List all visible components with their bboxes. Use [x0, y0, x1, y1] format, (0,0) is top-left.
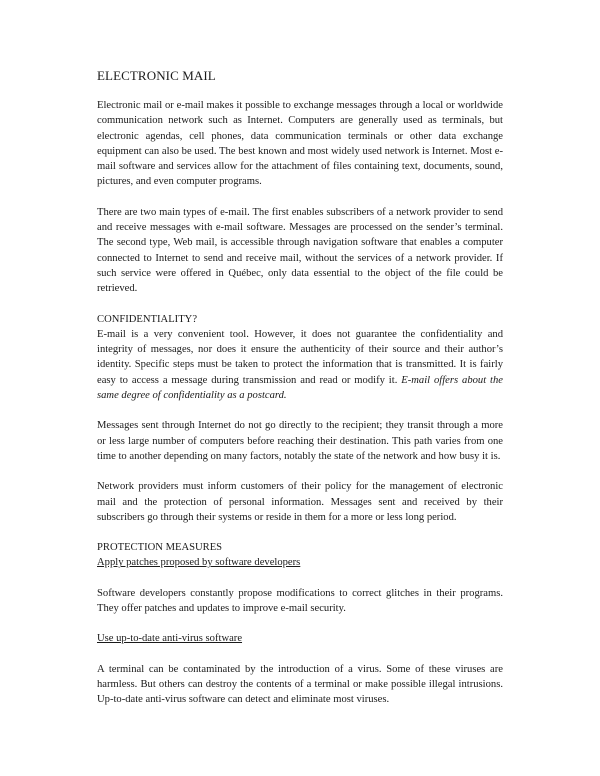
postcard-emphasis: E-mail offers about the same degree of confidentiality as a postcard.: [97, 374, 503, 402]
confidentiality-paragraph-2: Messages sent through Internet do not go directly to the recipient; they transit through a more or less large number of computers before reaching their destination. This path varies from one time to another depending on many factors, notably the state of the network and how busy it is.: [97, 420, 503, 462]
page-title: ELECTRONIC MAIL: [97, 68, 216, 83]
protection-heading: PROTECTION MEASURES: [97, 542, 223, 554]
patches-paragraph: Software developers constantly propose modifications to correct glitches in their programs. They offer patches and updates to improve e-mail security.: [97, 587, 503, 615]
antivirus-paragraph: A terminal can be contaminated by the introduction of a virus. Some of these viruses are harmless. But others can destroy the contents of a terminal or make possible illegal intrusions. Up-to-date anti-virus software can detect and eliminate most viruses.: [97, 663, 503, 706]
document-page: [97, 68, 503, 723]
confidentiality-paragraph-3: Network providers must inform customers of their policy for the management of electronic mail and the protection of personal information. Messages sent and received by their subscribers go through their systems or reside in them for a more or less long period.: [97, 481, 503, 523]
confidentiality-heading: CONFIDENTIALITY?: [97, 313, 198, 325]
confidentiality-paragraph-1: [97, 327, 503, 403]
antivirus-subheading: Use up-to-date anti-virus software: [97, 633, 243, 645]
intro-paragraph-1: Electronic mail or e-mail makes it possible to exchange messages through a local or worldwide communication network such as Internet. Computers are generally used as terminals, but electronic agendas, cell phones, data communication terminals or other data exchange equipment can also be used. The best known and most widely used network is Internet. Most e-mail software and services allow for the attachment of files containing text, documents, sound, pictures, and even computer programs.: [97, 100, 503, 188]
intro-paragraph-2: There are two main types of e-mail. The first enables subscribers of a network provider to send and receive messages with e-mail software. Messages are processed on the sender’s terminal. The second type, Web mail, is accessible through navigation software that enables a computer connected to Internet to send and receive mail, without the services of a network provider. If such service were offered in Québec, only data essential to the object of the file could be retrieved.: [97, 206, 503, 295]
confidentiality-paragraph-1-text: E-mail is a very convenient tool. However, it does not guarantee the confidentiality and integrity of messages, nor does it ensure the authenticity of their source and their author’s identity. Specific steps must be taken to protect the information that is transmitted. It is fairly easy to access a message during transmission and read or modify it.: [97, 328, 503, 386]
patches-subheading: Apply patches proposed by software developers: [97, 557, 301, 569]
